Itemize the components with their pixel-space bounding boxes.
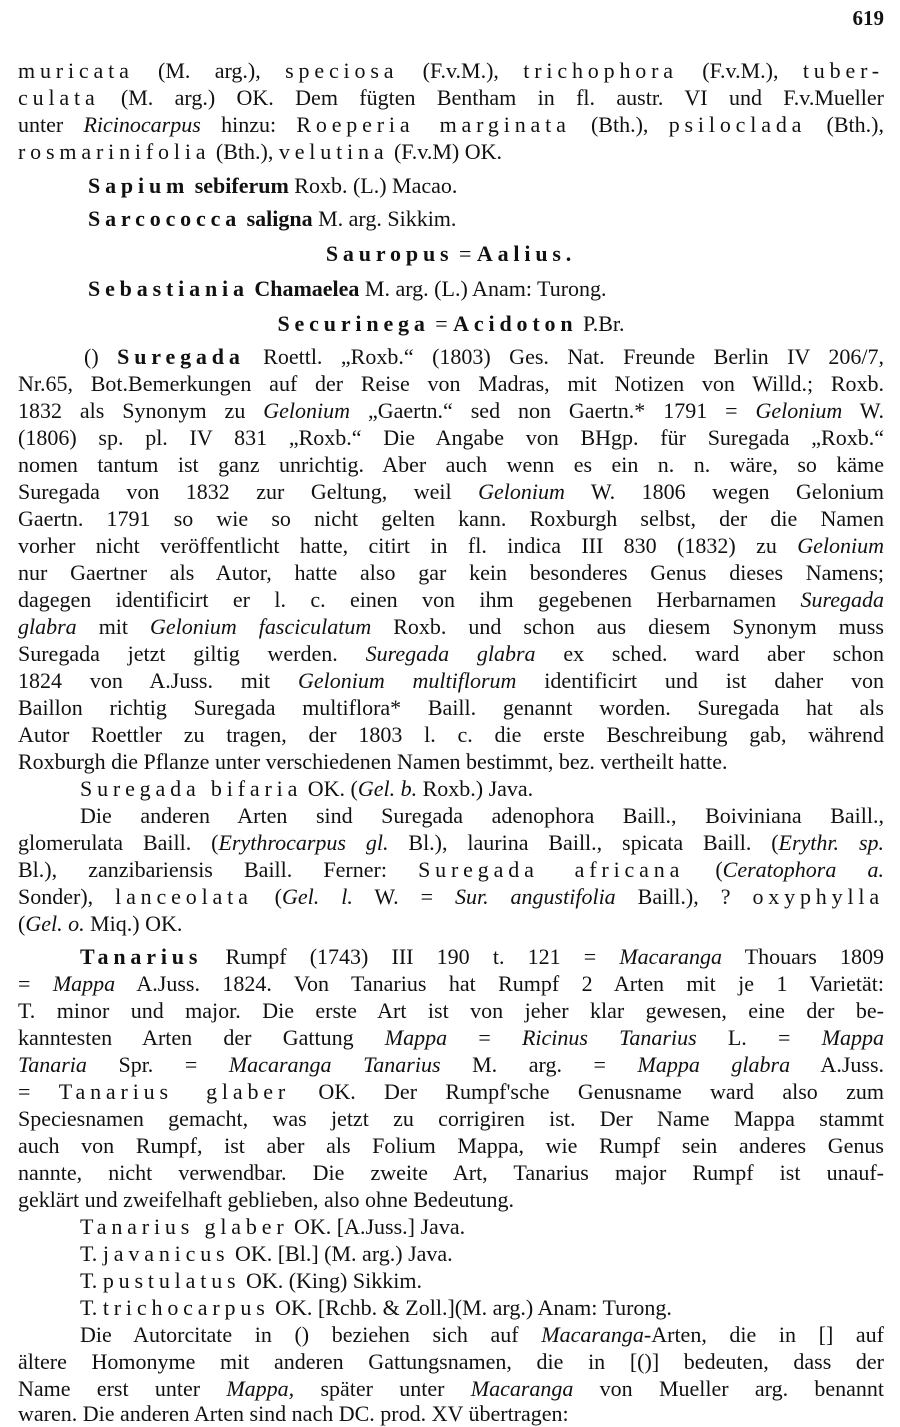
text-segment: tuber-	[802, 58, 884, 83]
text-segment: Mappa glabra	[637, 1052, 791, 1077]
text-segment: Sebastiania	[88, 276, 249, 301]
text-line	[18, 1133, 884, 1159]
text-segment: Roxburgh die Pflanze unter verschiedenen Namen bestimmt, bez. vertheilt hatte.	[18, 749, 728, 774]
text-segment: später unter	[294, 1376, 471, 1401]
text-line	[18, 139, 884, 165]
text-segment: L. =	[696, 1025, 822, 1050]
text-segment: waren. Die anderen Arten sind nach DC. prod. XV übertragen:	[18, 1401, 569, 1426]
text-segment: Ricinocarpus	[83, 112, 201, 137]
text-segment: Thouars 1809	[721, 944, 884, 969]
text-segment: hinzu:	[200, 112, 297, 137]
text-segment: Roxb.) Java.	[417, 776, 534, 801]
text-segment: Ceratophora a.	[722, 857, 884, 882]
text-line	[18, 1241, 884, 1267]
text-segment: Gaertn. 1791 so wie so nicht gelten kann. Roxburgh selbst, der die Namen	[18, 506, 884, 531]
text-line	[18, 311, 884, 337]
text-segment: Suregada bifaria	[80, 776, 303, 801]
text-segment: W. 1806 wegen Gelonium	[564, 479, 884, 504]
text-segment: Spr. =	[86, 1052, 229, 1077]
text-segment: speciosa	[285, 58, 399, 83]
text-segment: Speciesnamen gemacht, was jetzt zu corrigiren ist. Der Name Mappa stammt	[18, 1106, 884, 1131]
text-segment: Sonder),	[18, 884, 116, 909]
text-segment: Gel. l.	[281, 884, 353, 909]
text-segment: Suregada	[117, 344, 245, 369]
text-segment: Autor Roettler zu tragen, der 1803 l. c. die erste Beschreibung gab, während	[18, 722, 884, 747]
text-segment: Die Autorcitate in () beziehen sich auf	[80, 1322, 542, 1347]
text-segment: (	[252, 884, 282, 909]
text-segment: Macaranga	[619, 944, 722, 969]
text-line	[18, 173, 884, 199]
text-segment: Rumpf (1743) III 190 t. 121 =	[202, 944, 620, 969]
text-line	[18, 641, 884, 667]
text-segment: Ricinus Tanarius	[521, 1025, 697, 1050]
text-segment: Macaranga Tanarius	[228, 1052, 441, 1077]
text-segment: =	[429, 311, 454, 336]
text-line	[18, 479, 884, 505]
text-segment: T. minor und major. Die erste Art ist von jeher klar gewesen, eine der be-	[18, 998, 884, 1023]
text-segment: T.	[80, 1268, 103, 1293]
text-segment: (Bth.),	[570, 112, 669, 137]
text-segment: Sapium	[88, 173, 190, 198]
text-line	[18, 344, 884, 370]
page-number: 619	[852, 6, 884, 30]
text-line	[18, 1025, 884, 1051]
text-line	[18, 506, 884, 532]
text-segment: sebiferum	[189, 173, 289, 198]
text-line	[18, 1079, 884, 1105]
text-segment: Macaranga	[470, 1376, 574, 1401]
text-segment: (F.v.M.),	[398, 58, 524, 83]
text-segment: Roxb. und schon aus diesem Synonym muss	[371, 614, 884, 639]
text-line	[18, 425, 884, 451]
text-segment: =	[18, 1079, 59, 1104]
text-segment: Suregada von 1832 zur Geltung, weil	[18, 479, 479, 504]
text-segment: Acidoton	[453, 311, 578, 336]
text-line	[18, 722, 884, 748]
text-segment: nannte, nicht verwendbar. Die zweite Art, Tanarius major Rumpf ist unauf-	[18, 1160, 884, 1185]
text-segment: P.Br.	[577, 311, 625, 336]
text-segment: A.Juss. 1824. Von Tanarius hat Rumpf 2 Arten mit je 1 Varietät:	[115, 971, 884, 996]
text-segment: ex sched. ward aber schon	[535, 641, 885, 666]
text-line	[18, 1376, 884, 1402]
text-segment: Macaranga	[541, 1322, 644, 1347]
text-segment: trichocarpus	[102, 1295, 270, 1320]
text-line	[18, 276, 884, 302]
text-segment: Suregada africana	[418, 857, 685, 882]
text-segment: rosmarinifolia	[18, 139, 211, 164]
text-line	[18, 1401, 884, 1427]
text-segment: mit	[76, 614, 151, 639]
text-line	[18, 452, 884, 478]
text-segment: (M. arg.) OK. Dem fügten Bentham in fl. austr. VI und F.v.Mueller	[99, 85, 884, 110]
text-segment: (	[18, 911, 26, 936]
text-segment: Erythrocarpus gl.	[218, 830, 389, 855]
text-segment: javanicus	[102, 1241, 230, 1266]
text-segment: velutina	[278, 139, 389, 164]
text-line	[18, 668, 884, 694]
text-line	[18, 398, 884, 424]
text-segment: OK. [Rchb. & Zoll.](M. arg.) Anam: Turong.	[269, 1295, 672, 1320]
text-segment: lanceolata	[115, 884, 253, 909]
text-segment: =	[18, 971, 53, 996]
text-segment: ältere Homonyme mit anderen Gattungsnamen, die in [()] bedeuten, dass der	[18, 1349, 884, 1374]
text-segment: Baillon richtig Suregada multiflora* Baill. genannt worden. Suregada hat als	[18, 695, 884, 720]
text-segment: 1824 von A.Juss. mit	[18, 668, 298, 693]
text-line	[18, 884, 884, 910]
text-line	[18, 206, 884, 232]
text-segment: oxyphylla	[752, 884, 884, 909]
text-segment: Name erst unter	[18, 1376, 227, 1401]
text-segment: auch von Rumpf, ist aber als Folium Mappa, wie Rumpf sein anderes Genus	[18, 1133, 884, 1158]
text-segment: Roeperia marginata	[296, 112, 571, 137]
text-segment: Roxb. (L.) Macao.	[288, 173, 458, 198]
text-segment: Roettl. „Roxb.“ (1803) Ges. Nat. Freunde Berlin IV 206/7,	[244, 344, 884, 369]
text-segment: Gelonium fasciculatum	[150, 614, 372, 639]
text-segment: kanntesten Arten der Gattung	[18, 1025, 385, 1050]
text-segment: identificirt und ist daher von	[516, 668, 884, 693]
text-segment: Securinega	[277, 311, 430, 336]
text-line	[18, 857, 884, 883]
text-segment: T.	[80, 1241, 103, 1266]
text-segment: Suregada jetzt giltig werden.	[18, 641, 366, 666]
text-line	[18, 1295, 884, 1321]
text-segment: von Mueller arg. benannt	[573, 1376, 885, 1401]
text-segment: Mappa	[821, 1025, 884, 1050]
text-segment: culata	[18, 85, 100, 110]
text-segment: M. arg. =	[440, 1052, 638, 1077]
text-line	[18, 112, 884, 138]
text-line	[18, 998, 884, 1024]
text-line	[18, 1214, 884, 1240]
text-segment: vorher nicht veröffentlicht hatte, citirt in fl. indica III 830 (1832) zu	[18, 533, 798, 558]
text-line	[18, 371, 884, 397]
text-line	[18, 803, 884, 829]
text-segment: Bl.), zanzibariensis Baill. Ferner:	[18, 857, 419, 882]
text-segment: ()	[84, 344, 118, 369]
text-segment: Sarcococca	[88, 206, 242, 231]
text-segment: Gel. o.	[25, 911, 85, 936]
text-segment: Die anderen Arten sind Suregada adenophora Baill., Boiviniana Baill.,	[80, 803, 884, 828]
text-segment: Gelonium	[755, 398, 843, 423]
text-segment: A.Juss.	[790, 1052, 885, 1077]
text-line	[18, 830, 884, 856]
text-segment: (F.v.M.),	[677, 58, 803, 83]
text-segment: Aalius.	[476, 241, 577, 266]
text-line	[18, 1106, 884, 1132]
text-segment: Gelonium	[478, 479, 565, 504]
text-segment: Mappa	[52, 971, 116, 996]
text-segment: saligna	[241, 206, 313, 231]
text-segment: pustulatus	[102, 1268, 241, 1293]
text-segment: Mappa,	[226, 1376, 295, 1401]
text-segment: Nr.65, Bot.Bemerkungen auf der Reise von Madras, mit Notizen von Willd.; Roxb.	[18, 371, 884, 396]
text-segment: Tanaria	[18, 1052, 87, 1077]
text-line	[18, 241, 884, 267]
text-line	[18, 944, 884, 970]
text-line	[18, 58, 884, 84]
text-segment: Tanarius glaber	[80, 1214, 289, 1239]
text-segment: psiloclada	[668, 112, 807, 137]
text-segment: W.	[842, 398, 884, 423]
text-line	[18, 85, 884, 111]
text-segment: Mappa	[384, 1025, 448, 1050]
text-segment: OK. [Bl.] (M. arg.) Java.	[229, 1241, 453, 1266]
text-segment: Gelonium	[263, 398, 351, 423]
text-segment: Miq.) OK.	[84, 911, 183, 936]
text-segment: M. arg. Sikkim.	[312, 206, 457, 231]
text-line	[18, 1160, 884, 1186]
text-segment: Bl.), laurina Baill., spicata Baill. (	[388, 830, 779, 855]
text-line	[18, 695, 884, 721]
text-line	[18, 776, 884, 802]
text-segment: geklärt und zweifelhaft geblieben, also ohne Bedeutung.	[18, 1187, 515, 1212]
text-segment: -Arten, die in [] auf	[643, 1322, 884, 1347]
text-segment: muricata	[18, 58, 134, 83]
text-line	[18, 1322, 884, 1348]
text-segment: Sauropus	[325, 241, 454, 266]
text-segment: dagegen identificirt er l. c. einen von ihm gegebenen Herbarnamen	[18, 587, 801, 612]
text-segment: 1832 als Synonym zu	[18, 398, 264, 423]
text-segment: glomerulata Baill. (	[18, 830, 219, 855]
text-line	[18, 614, 884, 640]
text-line	[18, 1268, 884, 1294]
text-segment: OK. (	[302, 776, 358, 801]
text-line	[18, 587, 884, 613]
text-segment: (M. arg.),	[133, 58, 286, 83]
text-segment: Gel. b.	[357, 776, 418, 801]
text-segment: Erythr. sp.	[778, 830, 885, 855]
text-segment: Sur. angustifolia	[454, 884, 616, 909]
text-segment: trichophora	[523, 58, 678, 83]
text-segment: (F.v.M) OK.	[388, 139, 502, 164]
text-segment: =	[447, 1025, 522, 1050]
text-segment: (1806) sp. pl. IV 831 „Roxb.“ Die Angabe von BHgp. für Suregada „Roxb.“	[18, 425, 884, 450]
text-segment: nur Gaertner als Autor, hatte also gar kein besonderes Genus dieses Namens;	[18, 560, 884, 585]
text-segment: Suregada glabra	[365, 641, 536, 666]
text-line	[18, 911, 884, 937]
text-segment: OK. [A.Juss.] Java.	[288, 1214, 466, 1239]
text-segment: „Gaertn.“ sed non Gaertn.* 1791 =	[350, 398, 756, 423]
text-segment: Baill.), ?	[615, 884, 753, 909]
text-line	[18, 1052, 884, 1078]
text-segment: M. arg. (L.) Anam: Turong.	[359, 276, 607, 301]
text-segment: OK. (King) Sikkim.	[240, 1268, 422, 1293]
text-segment: (Bth.),	[806, 112, 884, 137]
text-line	[18, 560, 884, 586]
text-segment: W. =	[352, 884, 455, 909]
text-segment: (	[684, 857, 723, 882]
text-segment: =	[453, 241, 477, 266]
text-segment: nomen tantum ist ganz unrichtig. Aber auch wenn es ein n. n. wäre, so käme	[18, 452, 884, 477]
text-segment: Tanarius glaber	[58, 1079, 291, 1104]
text-segment: T.	[80, 1295, 103, 1320]
text-segment: Gelonium multiflorum	[297, 668, 517, 693]
text-line	[18, 533, 884, 559]
text-segment: glabra	[18, 614, 77, 639]
text-line	[18, 1187, 884, 1213]
text-segment: Chamaelea	[248, 276, 360, 301]
text-segment: OK. Der Rumpf'sche Genusname ward also zum	[290, 1079, 884, 1104]
text-segment: unter	[18, 112, 84, 137]
text-line	[18, 1349, 884, 1375]
text-segment: Tanarius	[80, 944, 203, 969]
text-segment: (Bth.),	[210, 139, 279, 164]
text-line	[18, 971, 884, 997]
text-segment: Suregada	[800, 587, 884, 612]
text-segment: Gelonium	[797, 533, 884, 558]
text-line	[18, 749, 884, 775]
